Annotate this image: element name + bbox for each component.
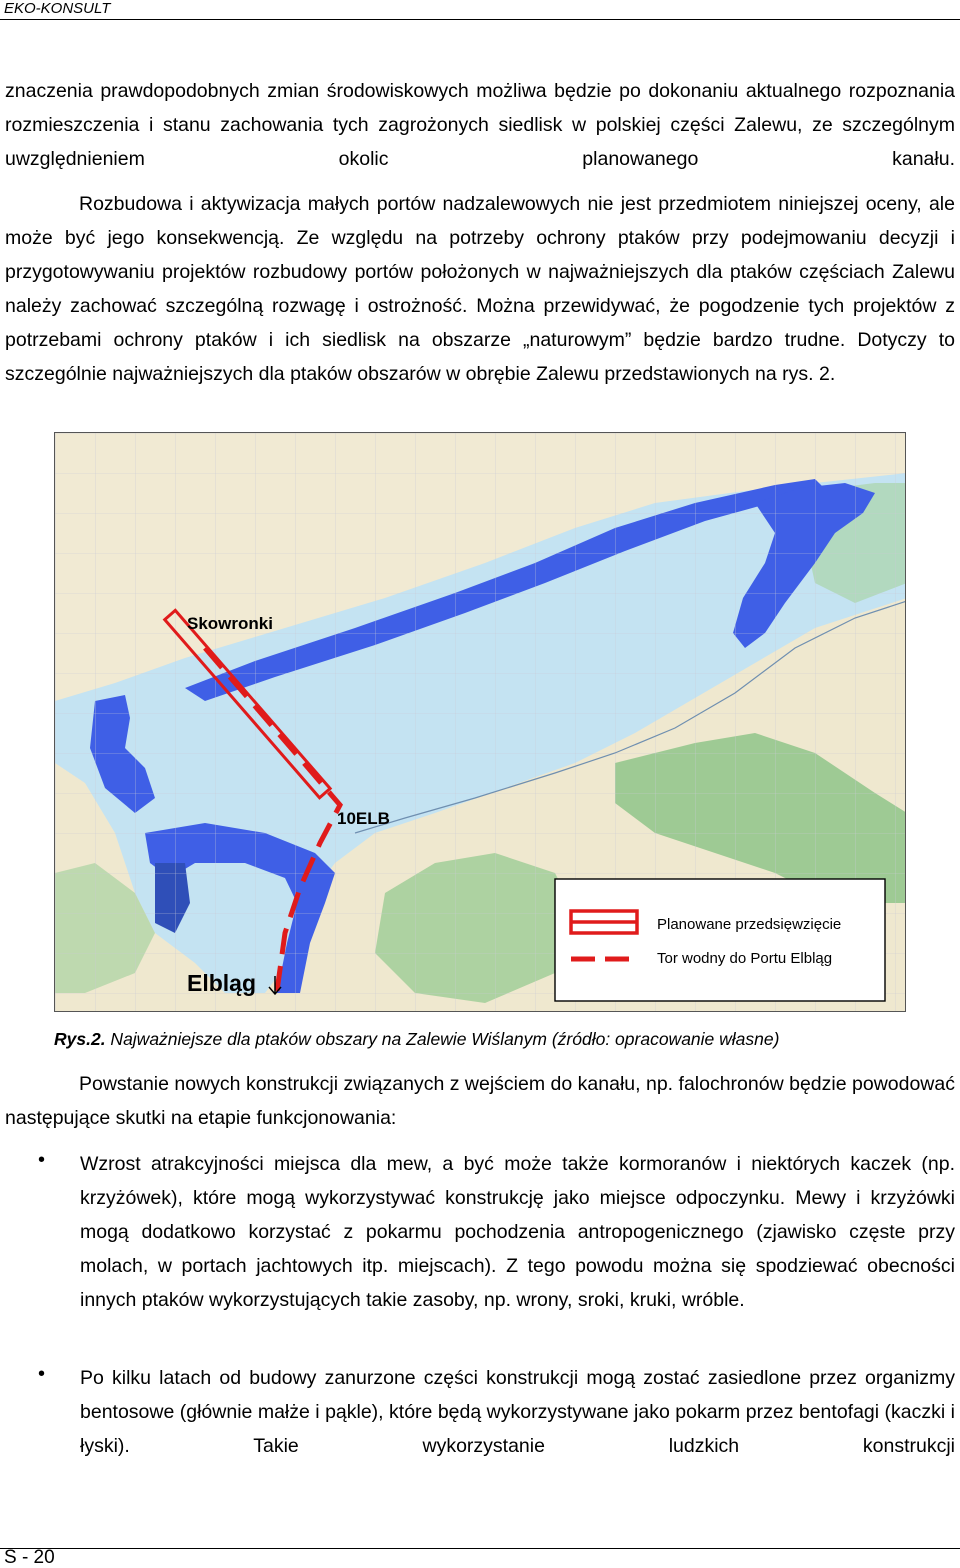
paragraph-1: znaczenia prawdopodobnych zmian środowiskowych możliwa będzie po dokonaniu aktualnego rozpoznania rozmieszczenia i stanu zachowania tych zagrożonych siedlisk w polskiej części Zalewu, ze szczególnym uwzględnieniem okolic planowanego kanału. bbox=[5, 80, 955, 170]
legend-label-project: Planowane przedsięwzięcie bbox=[657, 916, 842, 933]
bullet-symbol: • bbox=[38, 1149, 46, 1171]
bullet-item: Wzrost atrakcyjności miejsca dla mew, a być może także kormoranów i niektórych kaczek (np. krzyżówek), które mogą wykorzystywać konstrukcję jako miejsce odpoczynku. Mewy i krzyżówki mogą dodatkowo korzystać z pokarmu pochodzenia antropogenicznego (zjawisko częste przy molach, w portach jachtowych itp. miejscach). Z tego powodu można się spodziewać obecności innych ptaków wykorzystujących takie zasoby, np. wrony, sroki, kruki, wróble. bbox=[80, 1153, 955, 1311]
label-10elb: 10ELB bbox=[337, 809, 390, 828]
figure-caption bbox=[54, 1024, 934, 1054]
caption-text: Najważniejsze dla ptaków obszary na Zalewie Wiślanym (źródło: opracowanie własne) bbox=[105, 1029, 780, 1049]
bullet-symbol: • bbox=[38, 1363, 46, 1385]
map-legend bbox=[555, 879, 885, 1001]
label-elblag: Elbląg bbox=[187, 970, 257, 996]
paragraph-2 bbox=[5, 187, 955, 391]
footer-rule bbox=[0, 1548, 960, 1549]
map-figure bbox=[54, 432, 906, 1012]
legend-label-fairway: Tor wodny do Portu Elbląg bbox=[657, 950, 833, 967]
label-skowronki: Skowronki bbox=[187, 614, 273, 633]
header-rule bbox=[0, 19, 960, 20]
bullet-item: Po kilku latach od budowy zanurzone części konstrukcji mogą zostać zasiedlone przez organizmy bentosowe (głównie małże i pąkle), które będą wykorzystywane jako pokarm przez bentofagi (kaczki i łyski). Takie wykorzystanie ludzkich konstrukcji bbox=[80, 1367, 955, 1457]
paragraph-3 bbox=[5, 1067, 955, 1135]
company-name: EKO-KONSULT bbox=[4, 0, 111, 17]
paragraph-3-text: Powstanie nowych konstrukcji związanych z wejściem do kanału, np. falochronów będzie powodować następujące skutki na etapie funkcjonowania: bbox=[5, 1073, 955, 1129]
map-svg bbox=[55, 433, 906, 1012]
paragraph-2-text: Rozbudowa i aktywizacja małych portów nadzalewowych nie jest przedmiotem niniejszej oceny, ale może być jego konsekwencją. Ze względu na potrzeby ochrony ptaków przy podejmowaniu decyzji i przygotowywaniu projektów rozbudowy portów położonych w najważniejszych dla ptaków częściach Zalewu należy zachować szczególną rozwagę i ostrożność. Można przewidywać, że pogodzenie tych projektów z potrzebami ochrony ptaków i ich siedlisk na obszarze „naturowym” będzie bardzo trudne. Dotyczy to szczególnie najważniejszych dla ptaków obszarów w obrębie Zalewu przedstawionych na rys. 2. bbox=[5, 193, 955, 385]
page-header bbox=[0, 0, 960, 20]
page-number: S - 20 bbox=[4, 1547, 55, 1568]
caption-number: Rys.2. bbox=[54, 1029, 106, 1049]
